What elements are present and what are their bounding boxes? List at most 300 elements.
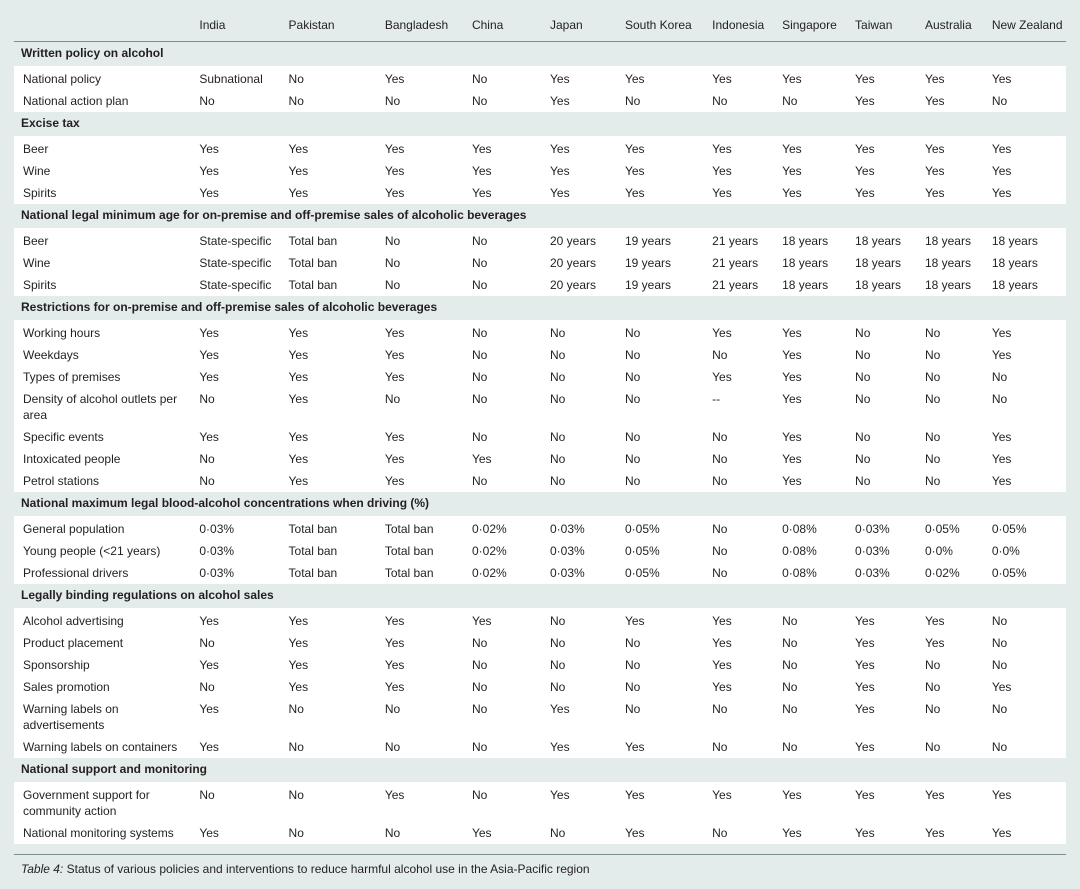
table-cell: Yes — [848, 182, 918, 204]
table-cell: No — [618, 448, 705, 470]
table-cell: No — [543, 426, 618, 448]
row-label: Sponsorship — [14, 654, 192, 676]
table-cell: No — [465, 782, 543, 822]
table-cell: Yes — [543, 698, 618, 736]
table-cell: No — [848, 320, 918, 344]
table-cell: 0·03% — [543, 540, 618, 562]
table-row — [14, 470, 1066, 492]
table-cell: No — [775, 608, 848, 632]
table-cell: No — [918, 388, 985, 426]
caption-text: Status of various policies and interventions to reduce harmful alcohol use in the Asia-Pacific region — [63, 862, 590, 876]
table-cell: No — [918, 736, 985, 758]
table-cell: Yes — [192, 698, 281, 736]
table-cell: Yes — [282, 632, 378, 654]
row-label: Sales promotion — [14, 676, 192, 698]
table-row — [14, 822, 1066, 844]
table-cell: No — [705, 736, 775, 758]
table-cell: Yes — [618, 822, 705, 844]
table-cell: Yes — [848, 822, 918, 844]
table-cell: Yes — [848, 654, 918, 676]
row-label: Density of alcohol outlets per area — [14, 388, 192, 426]
table-cell: Yes — [705, 136, 775, 160]
table-cell: Yes — [985, 182, 1066, 204]
table-cell: Yes — [705, 632, 775, 654]
table-header — [14, 8, 1066, 42]
table-cell: Yes — [918, 608, 985, 632]
section-header-row — [14, 296, 1066, 320]
table-cell: No — [543, 676, 618, 698]
table-cell: No — [282, 66, 378, 90]
table-cell: Yes — [192, 822, 281, 844]
table-cell: Yes — [192, 608, 281, 632]
table-cell: No — [192, 632, 281, 654]
table-cell: No — [775, 632, 848, 654]
table-cell: Yes — [465, 822, 543, 844]
table-cell: No — [192, 470, 281, 492]
table-cell: Yes — [985, 676, 1066, 698]
table-cell: 18 years — [918, 274, 985, 296]
table-cell: 0·05% — [985, 516, 1066, 540]
column-header: India — [192, 8, 281, 42]
table-cell: Yes — [378, 366, 465, 388]
table-cell: No — [618, 366, 705, 388]
table-cell: No — [465, 698, 543, 736]
table-cell: Yes — [465, 182, 543, 204]
table-cell: No — [282, 782, 378, 822]
row-label: Wine — [14, 160, 192, 182]
row-label: Young people (<21 years) — [14, 540, 192, 562]
table-cell: 0·05% — [985, 562, 1066, 584]
table-cell: Yes — [282, 182, 378, 204]
table-cell: No — [543, 822, 618, 844]
header-row — [14, 8, 1066, 42]
table-cell: Yes — [192, 344, 281, 366]
table-cell: Total ban — [282, 540, 378, 562]
table-cell: No — [543, 654, 618, 676]
table-cell: No — [985, 608, 1066, 632]
table-cell: Yes — [378, 676, 465, 698]
table-cell: 0·03% — [192, 562, 281, 584]
table-cell: Total ban — [282, 252, 378, 274]
caption-label: Table 4: — [21, 862, 64, 876]
table-cell: No — [378, 274, 465, 296]
table-cell: Yes — [282, 136, 378, 160]
section-header-row — [14, 112, 1066, 136]
table-cell: Yes — [378, 654, 465, 676]
table-row — [14, 136, 1066, 160]
table-cell: Yes — [618, 182, 705, 204]
table-cell: No — [775, 736, 848, 758]
table-cell: No — [618, 632, 705, 654]
table-cell: 0·05% — [618, 562, 705, 584]
table-cell: No — [848, 388, 918, 426]
table-cell: Yes — [618, 66, 705, 90]
table-cell: No — [378, 736, 465, 758]
table-cell: No — [465, 366, 543, 388]
table-cell: No — [918, 698, 985, 736]
table-cell: No — [543, 608, 618, 632]
table-cell: No — [985, 366, 1066, 388]
table-row — [14, 448, 1066, 470]
table-cell: Yes — [378, 182, 465, 204]
table-cell: No — [378, 822, 465, 844]
row-label: Warning labels on advertisements — [14, 698, 192, 736]
table-cell: No — [918, 426, 985, 448]
table-cell: Yes — [192, 654, 281, 676]
table-cell: No — [618, 698, 705, 736]
table-caption — [14, 854, 1066, 886]
table-cell: Yes — [282, 366, 378, 388]
table-cell: Yes — [775, 782, 848, 822]
table-cell: No — [918, 654, 985, 676]
table-cell: No — [985, 736, 1066, 758]
table-cell: No — [918, 366, 985, 388]
table-cell: No — [705, 448, 775, 470]
table-cell: Yes — [282, 160, 378, 182]
row-label: Weekdays — [14, 344, 192, 366]
table-row — [14, 632, 1066, 654]
table-cell: Yes — [705, 66, 775, 90]
table-cell: Yes — [543, 160, 618, 182]
row-label: Specific events — [14, 426, 192, 448]
table-cell: No — [465, 736, 543, 758]
table-cell: 0·03% — [848, 516, 918, 540]
table-cell: No — [378, 388, 465, 426]
table-cell: 0·03% — [848, 540, 918, 562]
table-cell: No — [192, 448, 281, 470]
column-header: New Zealand — [985, 8, 1066, 42]
table-cell: No — [848, 470, 918, 492]
table-cell: Yes — [705, 366, 775, 388]
table-cell: Yes — [918, 160, 985, 182]
table-cell: 18 years — [775, 252, 848, 274]
column-header: Indonesia — [705, 8, 775, 42]
table-cell: Yes — [465, 448, 543, 470]
policy-table-container — [14, 8, 1066, 886]
table-cell: State-specific — [192, 274, 281, 296]
table-cell: 0·08% — [775, 540, 848, 562]
table-cell: Yes — [543, 136, 618, 160]
table-cell: Total ban — [378, 516, 465, 540]
table-cell: No — [192, 676, 281, 698]
table-cell: Yes — [985, 344, 1066, 366]
table-cell: 19 years — [618, 274, 705, 296]
table-cell: Yes — [775, 822, 848, 844]
table-cell: No — [618, 426, 705, 448]
table-cell: No — [918, 470, 985, 492]
row-label: Beer — [14, 228, 192, 252]
section-title: Excise tax — [14, 112, 1066, 136]
table-cell: Total ban — [282, 274, 378, 296]
table-cell: 0·02% — [465, 540, 543, 562]
table-cell: Yes — [848, 66, 918, 90]
table-cell: No — [465, 676, 543, 698]
table-cell: No — [775, 90, 848, 112]
table-cell: No — [192, 90, 281, 112]
table-cell: Yes — [282, 448, 378, 470]
row-label: Intoxicated people — [14, 448, 192, 470]
table-cell: Yes — [775, 66, 848, 90]
table-cell: Yes — [705, 676, 775, 698]
table-cell: No — [705, 426, 775, 448]
table-cell: No — [918, 676, 985, 698]
table-cell: Yes — [985, 160, 1066, 182]
table-cell: Yes — [192, 136, 281, 160]
row-label: National policy — [14, 66, 192, 90]
table-cell: Yes — [378, 136, 465, 160]
table-cell: Yes — [378, 426, 465, 448]
table-cell: Yes — [848, 676, 918, 698]
table-cell: 21 years — [705, 228, 775, 252]
row-label: Warning labels on containers — [14, 736, 192, 758]
table-cell: Yes — [848, 136, 918, 160]
section-title: National legal minimum age for on-premise and off-premise sales of alcoholic beverages — [14, 204, 1066, 228]
table-cell: Yes — [192, 736, 281, 758]
table-cell: Yes — [705, 608, 775, 632]
table-cell: Yes — [378, 320, 465, 344]
row-label: Working hours — [14, 320, 192, 344]
table-cell: Yes — [282, 608, 378, 632]
table-cell: Yes — [848, 782, 918, 822]
table-cell: Yes — [918, 66, 985, 90]
table-cell: 20 years — [543, 274, 618, 296]
table-cell: Yes — [618, 782, 705, 822]
table-cell: 0·02% — [465, 562, 543, 584]
table-cell: No — [918, 344, 985, 366]
table-cell: Yes — [618, 736, 705, 758]
table-row — [14, 608, 1066, 632]
table-cell: Total ban — [282, 562, 378, 584]
table-cell: No — [618, 388, 705, 426]
table-cell: No — [848, 366, 918, 388]
section-title: Legally binding regulations on alcohol sales — [14, 584, 1066, 608]
section-header-row — [14, 42, 1066, 67]
table-cell: Yes — [378, 632, 465, 654]
section-title: Written policy on alcohol — [14, 42, 1066, 67]
table-cell: State-specific — [192, 252, 281, 274]
table-cell: Yes — [985, 822, 1066, 844]
table-row — [14, 516, 1066, 540]
table-row — [14, 562, 1066, 584]
table-cell: No — [543, 448, 618, 470]
table-cell: No — [543, 388, 618, 426]
table-cell: Yes — [543, 182, 618, 204]
table-row — [14, 66, 1066, 90]
table-cell: No — [543, 320, 618, 344]
table-cell: Yes — [775, 160, 848, 182]
table-cell: No — [543, 366, 618, 388]
table-cell: No — [282, 822, 378, 844]
table-cell: 18 years — [848, 228, 918, 252]
table-cell: Yes — [282, 470, 378, 492]
table-row — [14, 90, 1066, 112]
table-cell: No — [465, 470, 543, 492]
table-cell: Yes — [378, 782, 465, 822]
row-label: Professional drivers — [14, 562, 192, 584]
table-cell: No — [618, 320, 705, 344]
table-cell: No — [378, 228, 465, 252]
row-label: General population — [14, 516, 192, 540]
table-cell: No — [918, 448, 985, 470]
table-cell: Yes — [378, 160, 465, 182]
table-cell: No — [378, 252, 465, 274]
row-label: Beer — [14, 136, 192, 160]
table-cell: Yes — [775, 448, 848, 470]
table-cell: No — [465, 274, 543, 296]
table-cell: 18 years — [848, 274, 918, 296]
table-cell: Yes — [192, 182, 281, 204]
table-cell: Yes — [985, 470, 1066, 492]
table-cell: No — [775, 676, 848, 698]
table-cell: 18 years — [985, 252, 1066, 274]
row-label: Wine — [14, 252, 192, 274]
table-cell: No — [465, 320, 543, 344]
table-cell: Yes — [618, 160, 705, 182]
table-cell: 0·03% — [543, 562, 618, 584]
table-cell: Yes — [618, 608, 705, 632]
table-cell: Yes — [192, 366, 281, 388]
table-cell: Yes — [282, 676, 378, 698]
table-cell: Subnational — [192, 66, 281, 90]
table-cell: 18 years — [848, 252, 918, 274]
table-cell: No — [705, 562, 775, 584]
table-cell: Yes — [985, 66, 1066, 90]
table-cell: Total ban — [378, 562, 465, 584]
column-header: Japan — [543, 8, 618, 42]
table-cell: No — [618, 470, 705, 492]
table-row — [14, 736, 1066, 758]
column-header: South Korea — [618, 8, 705, 42]
table-cell: 19 years — [618, 252, 705, 274]
table-cell: No — [465, 228, 543, 252]
table-cell: Yes — [918, 136, 985, 160]
table-cell: 18 years — [775, 274, 848, 296]
table-cell: Yes — [918, 182, 985, 204]
table-cell: Yes — [705, 782, 775, 822]
table-cell: 0·05% — [918, 516, 985, 540]
table-cell: No — [705, 540, 775, 562]
table-cell: No — [543, 632, 618, 654]
table-cell: Yes — [705, 182, 775, 204]
table-cell: Yes — [918, 822, 985, 844]
table-cell: Yes — [848, 736, 918, 758]
table-cell: No — [543, 344, 618, 366]
column-header: Australia — [918, 8, 985, 42]
row-label: Types of premises — [14, 366, 192, 388]
table-row — [14, 654, 1066, 676]
column-header: Bangladesh — [378, 8, 465, 42]
table-cell: Yes — [775, 470, 848, 492]
table-row — [14, 540, 1066, 562]
table-cell: Yes — [192, 160, 281, 182]
table-cell: Yes — [775, 182, 848, 204]
table-row — [14, 252, 1066, 274]
table-cell: Yes — [378, 344, 465, 366]
table-cell: No — [848, 426, 918, 448]
table-cell: Yes — [378, 66, 465, 90]
table-cell: Total ban — [378, 540, 465, 562]
table-cell: State-specific — [192, 228, 281, 252]
table-cell: Yes — [465, 608, 543, 632]
table-cell: No — [705, 822, 775, 844]
table-cell: Yes — [378, 608, 465, 632]
table-cell: No — [918, 320, 985, 344]
table-cell: Yes — [543, 90, 618, 112]
table-row — [14, 320, 1066, 344]
row-label: Government support for community action — [14, 782, 192, 822]
section-header-row — [14, 492, 1066, 516]
row-label: Spirits — [14, 182, 192, 204]
table-cell: Yes — [282, 388, 378, 426]
table-cell: Yes — [465, 160, 543, 182]
table-cell: 0·03% — [192, 540, 281, 562]
table-cell: 18 years — [985, 274, 1066, 296]
table-cell: No — [705, 698, 775, 736]
table-cell: 0·05% — [618, 516, 705, 540]
section-title: Restrictions for on-premise and off-premise sales of alcoholic beverages — [14, 296, 1066, 320]
table-cell: No — [848, 448, 918, 470]
table-cell: No — [282, 90, 378, 112]
table-cell: Yes — [705, 654, 775, 676]
column-header: Taiwan — [848, 8, 918, 42]
table-cell: Yes — [378, 470, 465, 492]
table-cell: Yes — [775, 366, 848, 388]
table-cell: No — [282, 736, 378, 758]
section-header-row — [14, 758, 1066, 782]
table-cell: 0·08% — [775, 516, 848, 540]
section-header-row — [14, 204, 1066, 228]
table-cell: Yes — [282, 320, 378, 344]
table-cell: No — [618, 676, 705, 698]
table-cell: 0·08% — [775, 562, 848, 584]
table-cell: No — [543, 470, 618, 492]
table-cell: Yes — [985, 136, 1066, 160]
table-cell: 0·0% — [985, 540, 1066, 562]
table-cell: No — [618, 90, 705, 112]
table-cell: Yes — [775, 320, 848, 344]
table-cell: Yes — [192, 426, 281, 448]
table-cell: No — [378, 698, 465, 736]
table-cell: Yes — [848, 632, 918, 654]
column-header: China — [465, 8, 543, 42]
table-cell: No — [465, 90, 543, 112]
table-cell: Yes — [192, 320, 281, 344]
table-cell: No — [775, 698, 848, 736]
policy-table — [14, 8, 1066, 844]
table-cell: Yes — [848, 90, 918, 112]
table-cell: 21 years — [705, 274, 775, 296]
table-body — [14, 42, 1066, 845]
column-header: Singapore — [775, 8, 848, 42]
table-cell: No — [705, 90, 775, 112]
table-cell: Yes — [985, 448, 1066, 470]
table-cell: 20 years — [543, 228, 618, 252]
table-cell: 0·02% — [918, 562, 985, 584]
table-cell: No — [705, 344, 775, 366]
table-cell: No — [282, 698, 378, 736]
table-row — [14, 182, 1066, 204]
row-label: Petrol stations — [14, 470, 192, 492]
table-cell: No — [775, 654, 848, 676]
table-row — [14, 228, 1066, 252]
section-header-row — [14, 584, 1066, 608]
row-label: National monitoring systems — [14, 822, 192, 844]
table-cell: No — [985, 90, 1066, 112]
table-cell: Yes — [848, 608, 918, 632]
table-cell: 20 years — [543, 252, 618, 274]
table-cell: -- — [705, 388, 775, 426]
table-cell: Yes — [985, 320, 1066, 344]
